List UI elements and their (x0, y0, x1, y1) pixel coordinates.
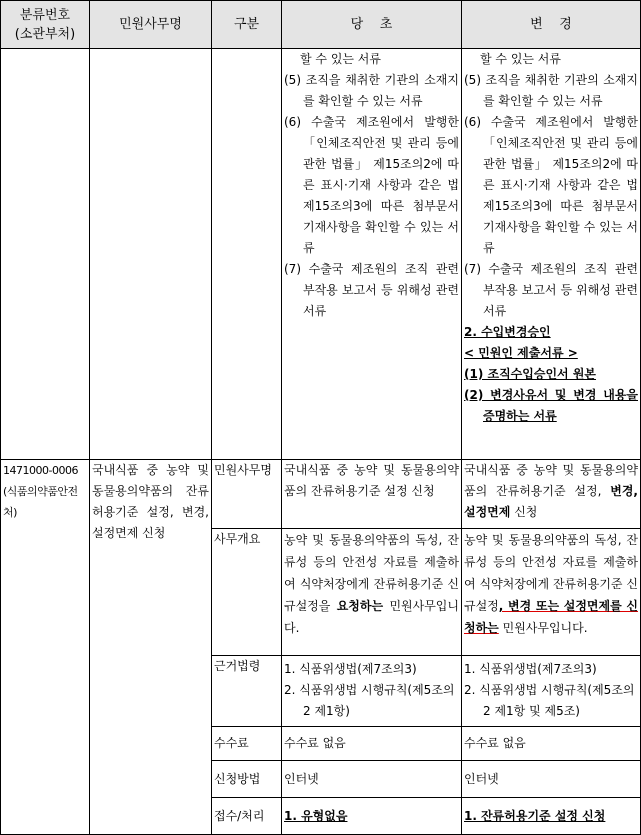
row-label-overview: 사무개요 (212, 529, 282, 656)
after-line-7: (7) 수출국 제조원의 조직 관련 부작용 보고서 등 위해성 관련 서류 (464, 262, 638, 318)
overview-after: 농약 및 동물용의약품의 독성, 잔류성 등의 안전성 자료를 제출하여 식약처장에게 잔류허용기준 신규설정, 변경 또는 설정면제를 신청하는 민원사무입니다. (462, 529, 641, 656)
record-ministry: (식품의약품안전처) (3, 485, 78, 519)
before-line-1: 할 수 있는 서류 (300, 52, 381, 66)
added-docs-header: < 민원인 제출서류 > (464, 346, 578, 360)
header-after: 변 경 (462, 1, 641, 49)
after-line-1: 할 수 있는 서류 (480, 52, 561, 66)
continued-row (1, 49, 641, 460)
continued-before (282, 49, 462, 460)
header-category: 구분 (212, 1, 282, 49)
name-after: 국내식품 중 농약 및 동물용의약품의 잔류허용기준 설정, 변경, 설정면제 신청 (462, 460, 641, 529)
method-after: 인터넷 (462, 761, 641, 798)
added-item-2: (2) 변경사유서 및 변경 내용을 증명하는 서류 (464, 388, 638, 423)
row-label-name: 민원사무명 (212, 460, 282, 529)
header-code: 분류번호 (소관부처) (1, 1, 90, 49)
row-label-fee: 수수료 (212, 727, 282, 761)
record-code: 1471000-0006 (3, 464, 78, 477)
row-label-legal: 근거법령 (212, 656, 282, 727)
continued-after (462, 49, 641, 460)
added-item-1: (1) 조직수입승인서 원본 (464, 367, 597, 381)
record-name: 국내식품 중 농약 및 동물용의약품의 잔류허용기준 설정, 변경, 설정면제 신청 (90, 460, 212, 835)
legal-after: 1. 식품위생법(제7조의3) 2. 식품위생법 시행규칙(제5조의2 제1항 및 제5조) (462, 656, 641, 727)
before-line-5: (5) 조직을 채취한 기관의 소재지를 확인할 수 있는 서류 (284, 73, 459, 108)
after-line-6: (6) 수출국 제조원에서 발행한 「인체조직안전 및 관리 등에 관한 법률」 제15조의2에 따른 표시·기재 사항과 같은 법 제15조의3에 따른 첨부문서 기재사항을 확인할 수 있는 서류 (464, 115, 638, 255)
legal-before: 1. 식품위생법(제7조의3) 2. 식품위생법 시행규칙(제5조의2 제1항) (282, 656, 462, 727)
row-label-processing: 접수/처리 (212, 798, 282, 835)
overview-after-changed: , 변경 또는 설정면제를 신청하는 (464, 599, 638, 635)
name-before: 국내식품 중 농약 및 동물용의약품의 잔류허용기준 설정 신청 (282, 460, 462, 529)
before-line-6: (6) 수출국 제조원에서 발행한 「인체조직안전 및 관리 등에 관한 법률」 제15조의2에 따른 표시·기재 사항과 같은 법 제15조의3에 따른 첨부문서 기재사항을 확인할 수 있는 서류 (284, 115, 459, 255)
after-line-5: (5) 조직을 채취한 기관의 소재지를 확인할 수 있는 서류 (464, 73, 638, 108)
overview-before: 농약 및 동물용의약품의 독성, 잔류성 등의 안전성 자료를 제출하여 식약처장에게 잔류허용기준 신규설정을 요청하는 민원사무입니다. (282, 529, 462, 656)
fee-after: 수수료 없음 (462, 727, 641, 761)
before-line-7: (7) 수출국 제조원의 조직 관련 부작용 보고서 등 위해성 관련 서류 (284, 262, 459, 318)
processing-after: 1. 잔류허용기준 설정 신청 (462, 798, 641, 835)
row-label-method: 신청방법 (212, 761, 282, 798)
row-petition-name (1, 460, 641, 529)
header-before: 당 초 (282, 1, 462, 49)
name-after-changed: 변경, 설정면제 (464, 484, 638, 519)
processing-before: 1. 유형없음 (282, 798, 462, 835)
header-row (1, 1, 641, 49)
fee-before: 수수료 없음 (282, 727, 462, 761)
record-code-cell (1, 460, 90, 835)
header-name: 민원사무명 (90, 1, 212, 49)
added-title: 2. 수입변경승인 (464, 325, 551, 339)
method-before: 인터넷 (282, 761, 462, 798)
